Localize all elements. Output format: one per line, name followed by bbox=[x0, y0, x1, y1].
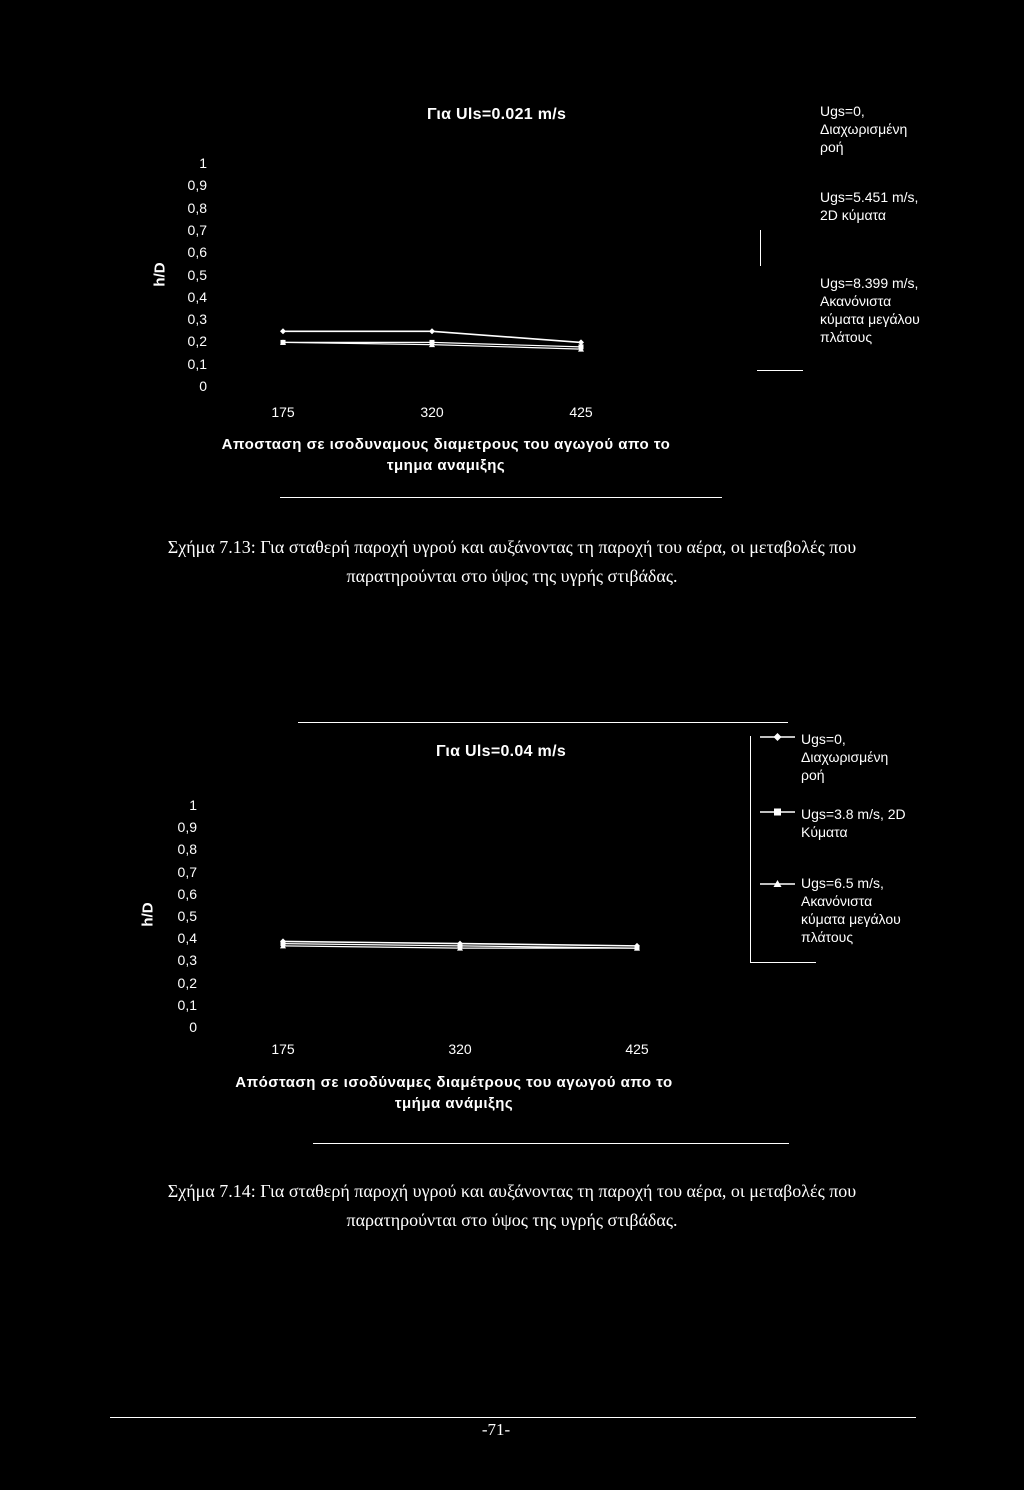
chart2-x-tick-label: 175 bbox=[271, 1041, 295, 1057]
chart2-legend-2-line2: Κύματα bbox=[801, 824, 848, 840]
chart2-y-tick-label: 0,2 bbox=[177, 974, 197, 991]
chart2-y-tick-label: 0,9 bbox=[177, 819, 197, 836]
chart1-x-tick-label: 425 bbox=[569, 404, 593, 420]
page-number: -71- bbox=[481, 1420, 511, 1439]
chart2-legend-1-marker bbox=[774, 733, 782, 741]
chart2-legend-border-bottom bbox=[750, 962, 816, 963]
chart2-y-tick-label: 0,6 bbox=[177, 885, 197, 902]
chart1-legend-2-line2: 2D κύματα bbox=[820, 207, 887, 223]
chart1-y-tick-label: 0,2 bbox=[187, 333, 207, 350]
chart2-x-tick-label: 320 bbox=[448, 1041, 472, 1057]
chart1-x-axis-title-line1: Αποσταση σε ισοδυναμους διαμετρους του αγωγού απο το bbox=[221, 436, 671, 453]
chart2-y-tick-label: 0,7 bbox=[177, 863, 197, 880]
caption-7-14-line2: παρατηρούνται στο ύψος της υγρής στιβάδας. bbox=[346, 1210, 678, 1230]
chart1-y-tick-label: 1 bbox=[199, 155, 207, 171]
caption-7-13-line2: παρατηρούνται στο ύψος της υγρής στιβάδας. bbox=[346, 566, 678, 586]
chart2-legend-2-line1: Ugs=3.8 m/s, 2D bbox=[801, 806, 906, 822]
chart1-legend-3-line3: κύματα μεγάλου bbox=[820, 311, 920, 327]
chart2-y-tick-label: 0,5 bbox=[177, 908, 197, 924]
chart2-legend-1-line1: Ugs=0, bbox=[801, 731, 846, 747]
caption-7-14 bbox=[100, 1177, 924, 1235]
chart2-x-tick-label: 425 bbox=[625, 1041, 649, 1057]
chart1-y-tick-label: 0 bbox=[199, 378, 207, 394]
chart1-y-tick-label: 0,6 bbox=[187, 244, 207, 261]
chart2-legend-3-line4: πλάτους bbox=[801, 929, 854, 945]
chart1-y-tick-label: 0,5 bbox=[187, 266, 207, 283]
chart2-legend-3-line1: Ugs=6.5 m/s, bbox=[801, 875, 884, 891]
chart1-legend-3-line4: πλάτους bbox=[820, 329, 873, 345]
chart1-y-axis-label: h/D bbox=[151, 262, 169, 287]
chart2-y-tick-label: 0,8 bbox=[177, 841, 197, 858]
chart2-legend-border-left bbox=[750, 736, 751, 962]
chart1-y-tick-label: 0,7 bbox=[187, 221, 207, 238]
caption-7-13-text1: Για σταθερή παροχή υγρού και αυξάνοντας τη παροχή του αέρα, οι μεταβολές που bbox=[260, 537, 857, 557]
chart1-y-tick-label: 0,3 bbox=[187, 311, 207, 328]
chart1-y-tick-label: 0,4 bbox=[187, 288, 207, 305]
chart1-x-tick-label: 320 bbox=[420, 404, 444, 420]
chart2-x-axis-title-line2: τμήμα ανάμιξης bbox=[394, 1095, 514, 1112]
footer-rule bbox=[110, 1417, 916, 1418]
chart2-y-tick-label: 1 bbox=[189, 797, 197, 813]
chart2-legend-entry-1 bbox=[801, 730, 888, 784]
caption-7-14-text1: Για σταθερή παροχή υγρού και αυξάνοντας τη παροχή του αέρα, οι μεταβολές που bbox=[260, 1181, 857, 1201]
caption-7-14-label: Σχήμα 7.14: bbox=[167, 1181, 256, 1201]
chart2-y-axis-label: h/D bbox=[139, 902, 157, 927]
chart2-legend-2-marker bbox=[774, 809, 781, 816]
chart2-title: Για Uls=0.04 m/s bbox=[436, 743, 567, 760]
chart2-legend-entry-2 bbox=[801, 805, 906, 841]
chart2-y-tick-label: 0,1 bbox=[177, 996, 197, 1013]
caption-7-13-label: Σχήμα 7.13: bbox=[167, 537, 256, 557]
chart2-y-tick-label: 0,4 bbox=[177, 930, 197, 947]
chart2-legend-1-line3: ροή bbox=[801, 767, 825, 783]
chart1-title: Για Uls=0.021 m/s bbox=[427, 106, 567, 123]
caption-7-14-line1 bbox=[100, 1177, 924, 1206]
chart2-y-tick-label: 0,3 bbox=[177, 952, 197, 969]
chart1-legend-1-line3: ροή bbox=[820, 139, 844, 155]
chart1-x-axis-title-line2: τμημα αναμιξης bbox=[386, 457, 506, 474]
chart2-legend-entry-3 bbox=[801, 874, 901, 946]
chart2-legend-1-line2: Διαχωρισμένη bbox=[801, 749, 889, 765]
chart2-legend-3-line2: Ακανόνιστα bbox=[801, 893, 873, 909]
figure-7-14-bottom-rule bbox=[313, 1143, 789, 1144]
chart1-y-tick-label: 0,9 bbox=[187, 177, 207, 194]
chart1-x-tick-label: 175 bbox=[271, 404, 295, 420]
chart2-y-tick-label: 0 bbox=[189, 1019, 197, 1035]
chart1-legend-3-line1: Ugs=8.399 m/s, bbox=[820, 275, 919, 291]
chart1-y-tick-label: 0,8 bbox=[187, 199, 207, 216]
chart1-legend-1-line2: Διαχωρισμένη bbox=[820, 121, 908, 137]
chart2-legend-3-line3: κύματα μεγάλου bbox=[801, 911, 901, 927]
chart2-x-axis-title-line1: Απόσταση σε ισοδύναμες διαμέτρους του αγωγού απο το bbox=[235, 1074, 673, 1091]
chart1-legend-3-line2: Ακανόνιστα bbox=[820, 293, 892, 309]
chart1-legend-1-line1: Ugs=0, bbox=[820, 103, 865, 119]
chart1-y-tick-label: 0,1 bbox=[187, 355, 207, 372]
chart1-legend-2-line1: Ugs=5.451 m/s, bbox=[820, 189, 919, 205]
